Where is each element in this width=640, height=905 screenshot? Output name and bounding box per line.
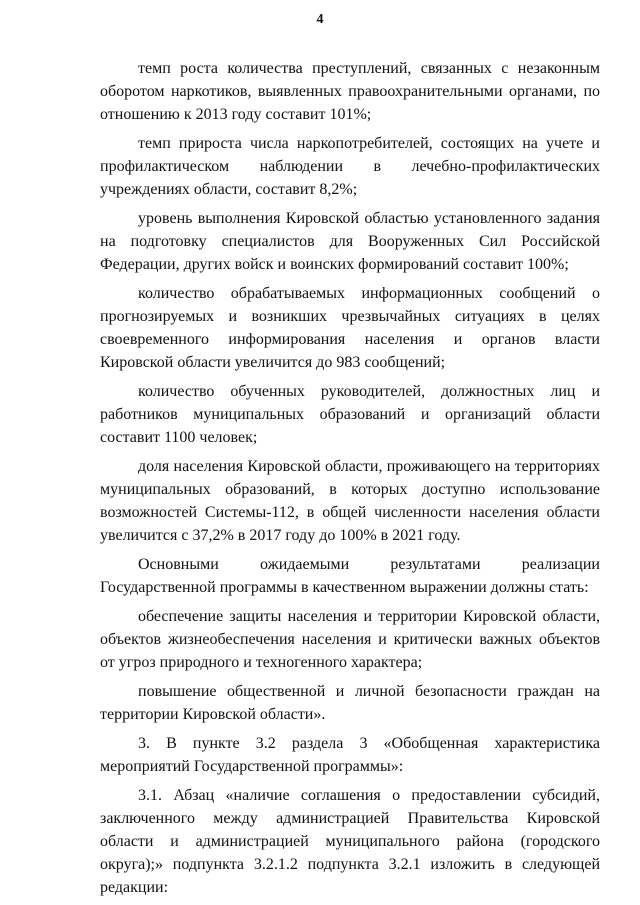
paragraph-public-safety: повышение общественной и личной безопасности граждан на территории Кировской области». — [100, 683, 600, 723]
page-number: 4 — [316, 12, 324, 27]
paragraph-military-training: уровень выполнения Кировской областью установленного задания на подготовку специалистов для Вооруженных Сил Российской Федерации, других войск и воинских формирований составит 100%; — [100, 210, 600, 273]
paragraph-system-112: доля населения Кировской области, проживающего на территориях муниципальных образований, в которых доступно использование возможностей Системы-112, в общей численности населения области увеличится с 37,2% в 2017 году до 100% в 2021 году. — [100, 458, 600, 544]
body-text — [100, 57, 600, 905]
paragraph-trained-officials: количество обученных руководителей, должностных лиц и работников муниципальных образований и организаций области составит 1100 человек; — [100, 383, 600, 446]
paragraph-section-3-2: 3. В пункте 3.2 раздела 3 «Обобщенная характеристика мероприятий Государственной программы»: — [100, 735, 600, 775]
paragraph-expected-results: Основными ожидаемыми результатами реализации Государственной программы в качественном выражении должны стать: — [100, 556, 600, 596]
paragraph-crime-growth: темп роста количества преступлений, связанных с незаконным оборотом наркотиков, выявленных правоохранительными органами, по отношению к 2013 году составит 101%; — [100, 60, 600, 123]
paragraph-emergency-messages: количество обрабатываемых информационных сообщений о прогнозируемых и возникших чрезвычайных ситуациях в целях своевременного информирования населения и органов власти Кировской области увеличится до 983 сообщений; — [100, 285, 600, 371]
paragraph-item-3-1: 3.1. Абзац «наличие соглашения о предоставлении субсидий, заключенного между администрацией Правительства Кировской области и администрацией муниципального района (городского округа);» подпункта 3.2.1.2 подпункта 3.2.1 изложить в следующей редакции: — [100, 787, 600, 896]
paragraph-drug-users: темп прироста числа наркопотребителей, состоящих на учете и профилактическом наблюдении в лечебно-профилактических учреждениях области, составит 8,2%; — [100, 135, 600, 198]
paragraph-population-protection: обеспечение защиты населения и территории Кировской области, объектов жизнеобеспечения населения и критически важных объектов от угроз природного и техногенного характера; — [100, 608, 600, 671]
